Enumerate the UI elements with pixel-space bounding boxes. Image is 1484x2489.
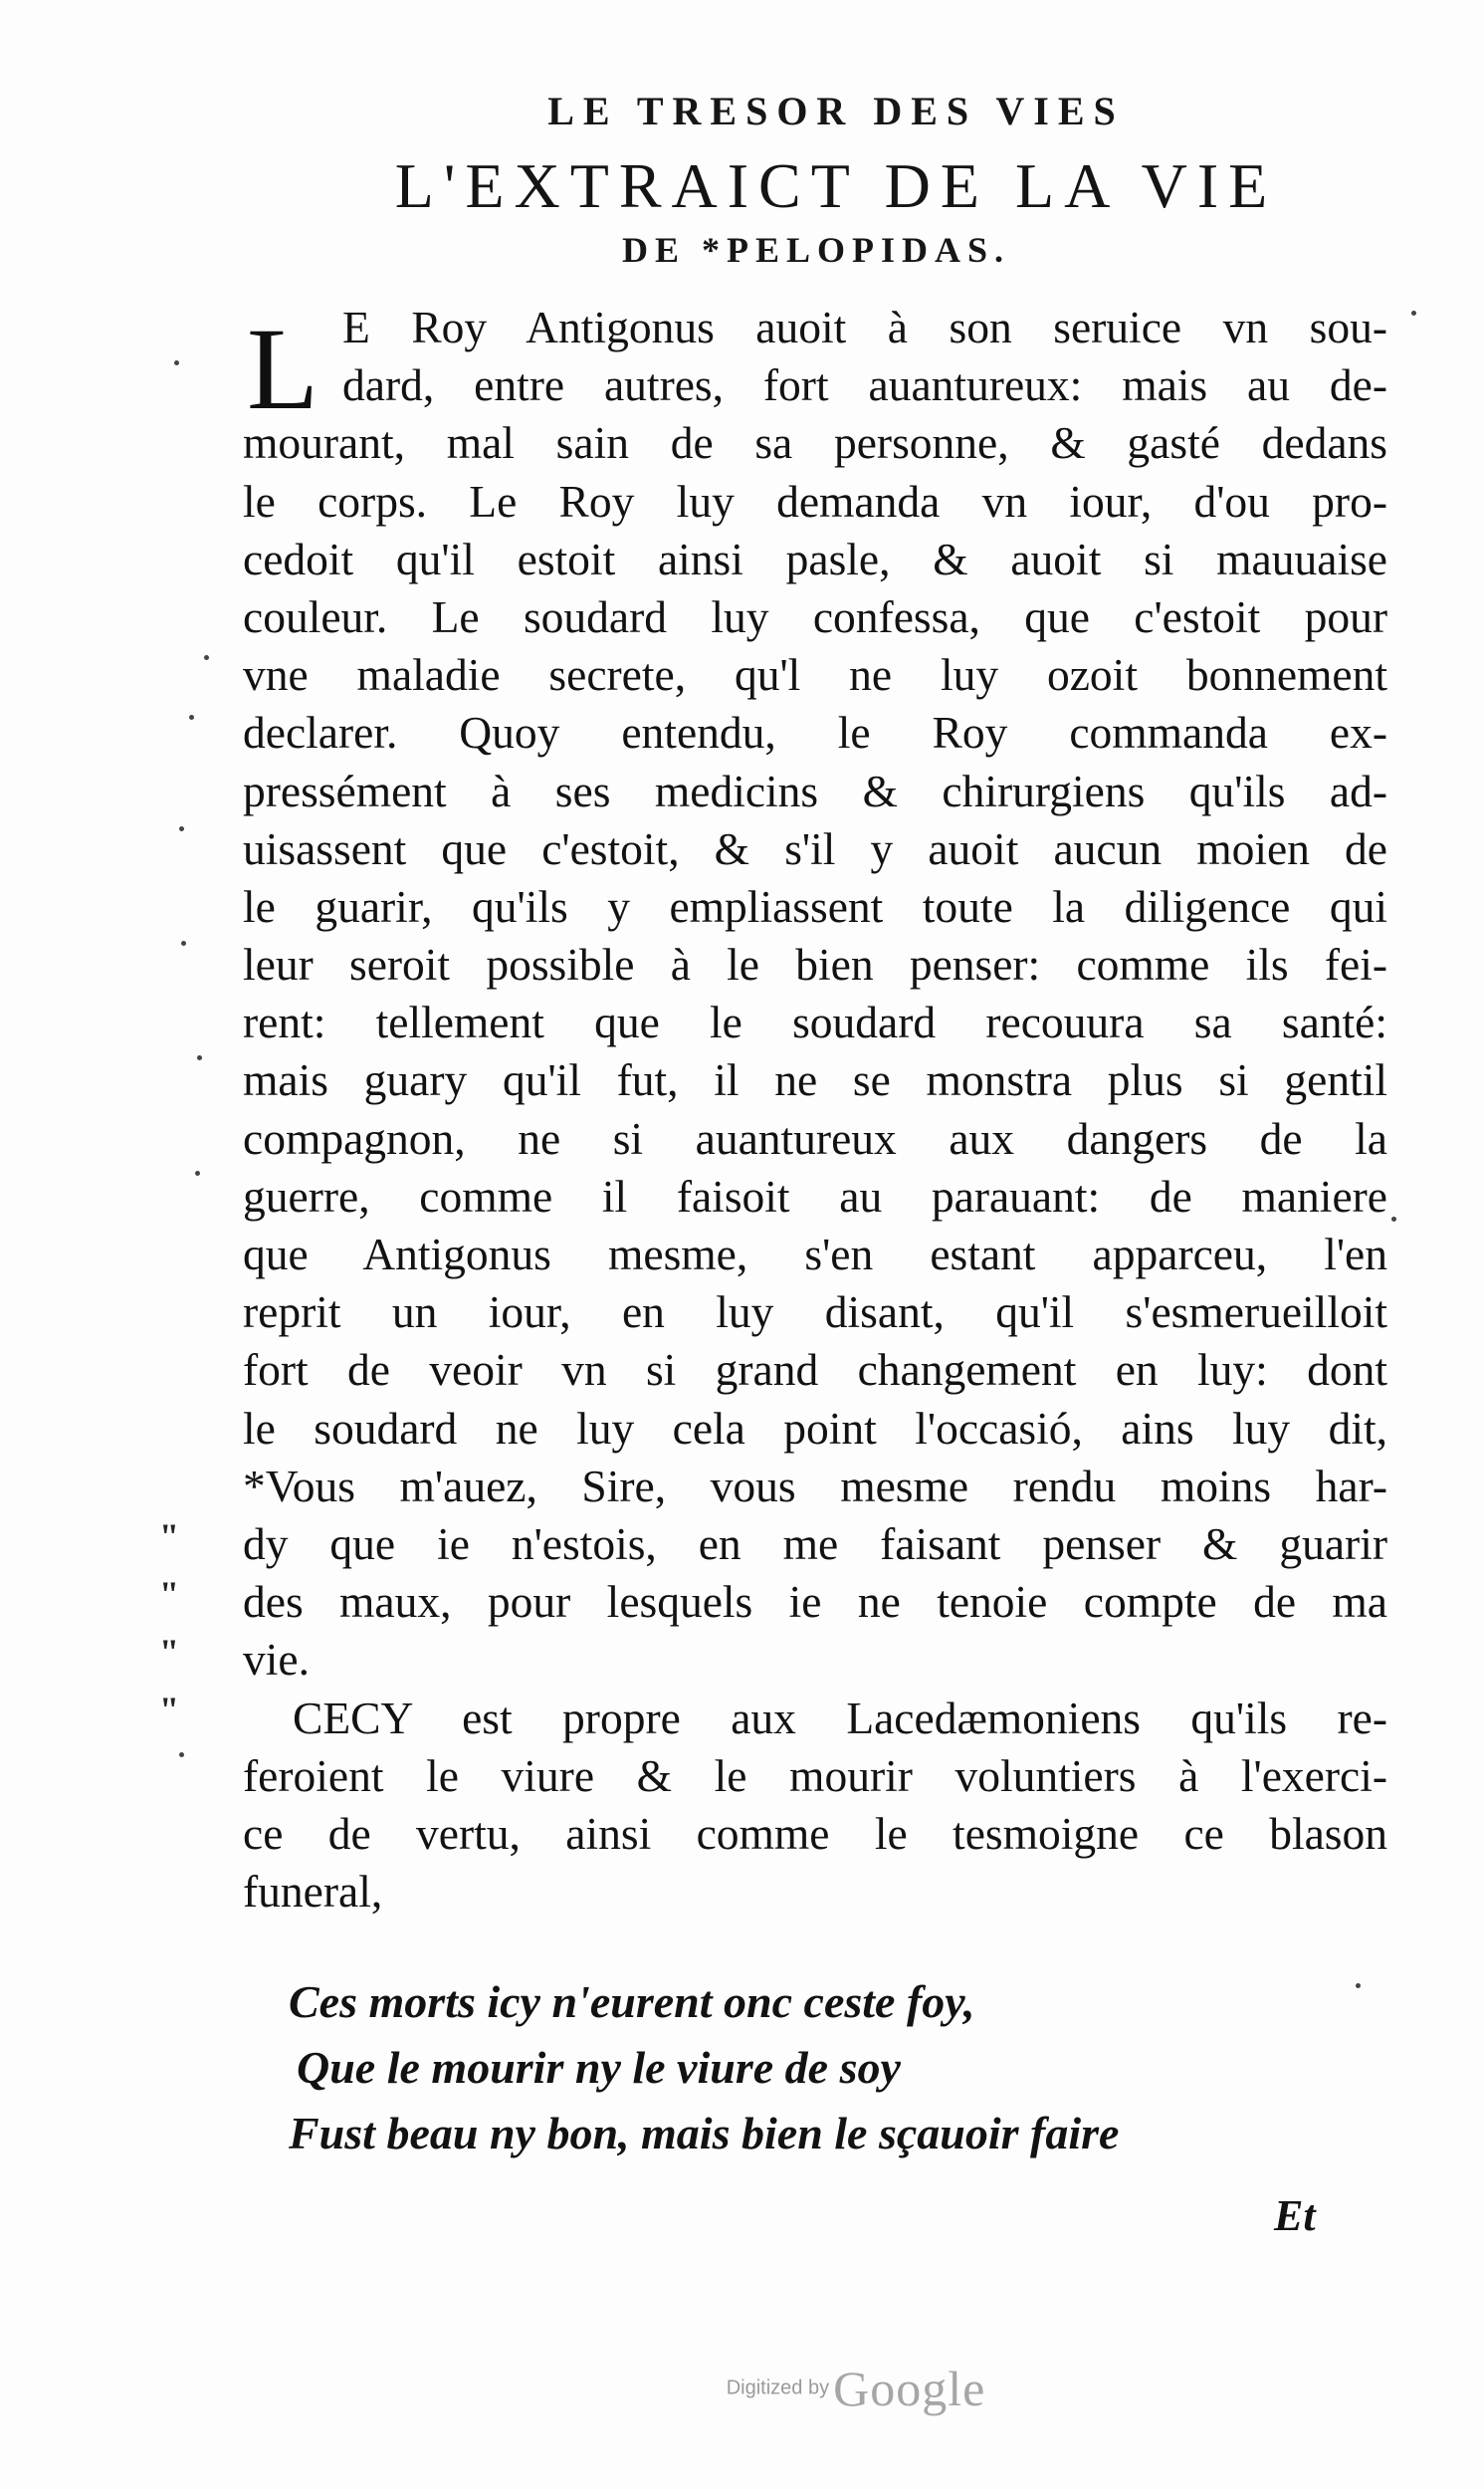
catchword: Et	[1274, 2191, 1316, 2240]
text-line: compagnon, ne si auantureux aux dangers de la	[243, 1112, 1387, 1164]
ink-speck	[1356, 1983, 1361, 1988]
margin-quote-mark: "	[159, 1632, 179, 1672]
text-line: *Vous m'auez, Sire, vous mesme rendu moins har-	[243, 1460, 1387, 1511]
chapter-title: L'EXTRAICT DE LA VIE	[394, 150, 1278, 221]
main-text	[243, 299, 1387, 1921]
text-line: des maux, pour lesquels ie ne tenoie compte de ma	[243, 1576, 1387, 1628]
ink-speck	[195, 1171, 200, 1176]
margin-quote-mark: "	[159, 1690, 179, 1729]
verse-line: Ces morts icy n'eurent onc ceste foy,	[289, 1976, 975, 2027]
text-line: cedoit qu'il estoit ainsi pasle, & auoit si mauuaise	[243, 533, 1387, 584]
running-head: LE TRESOR DES VIES	[547, 89, 1125, 133]
text-line: feroient le viure & le mourir voluntiers à l'exerci-	[243, 1749, 1387, 1801]
text-line: reprit un iour, en luy disant, qu'il s'esmerueilloit	[243, 1286, 1387, 1338]
ink-speck	[189, 715, 194, 720]
text-line: couleur. Le soudard luy confessa, que c'estoit pour	[243, 590, 1387, 642]
text-line: mourant, mal sain de sa personne, & gasté dedans	[243, 417, 1387, 469]
text-line: le soudard ne luy cela point l'occasió, ains luy dit,	[243, 1402, 1387, 1454]
text-line: que Antigonus mesme, s'en estant apparceu, l'en	[243, 1229, 1387, 1279]
text-line: le guarir, qu'ils y empliassent toute la diligence qui	[243, 880, 1387, 932]
text-line: ce de vertu, ainsi comme le tesmoigne ce blason	[243, 1807, 1387, 1859]
ink-speck	[197, 1055, 202, 1060]
text-line: mais guary qu'il fut, il ne se monstra plus si gentil	[243, 1054, 1387, 1106]
text-line: E Roy Antigonus auoit à son seruice vn sou-	[342, 302, 1387, 352]
ink-speck	[179, 1752, 184, 1757]
drop-cap: L	[247, 304, 319, 434]
verse-epitaph	[289, 1969, 1344, 2166]
ink-speck	[174, 360, 179, 365]
ink-speck	[1411, 311, 1416, 316]
text-line: declarer. Quoy entendu, le Roy commanda ex-	[243, 707, 1387, 759]
ink-speck	[204, 655, 209, 660]
text-line: vie.	[243, 1634, 310, 1686]
ink-speck	[181, 941, 186, 946]
text-line: CECY est propre aux Lacedæmoniens qu'ils re-	[293, 1692, 1387, 1743]
margin-quote-mark: "	[159, 1516, 179, 1556]
text-line: dard, entre autres, fort auantureux: mais au de-	[342, 359, 1387, 411]
verse-line: Que le mourir ny le viure de soy	[297, 2042, 901, 2093]
text-line: uisassent que c'estoit, & s'il y auoit aucun moien de	[243, 822, 1387, 874]
verse-line: Fust beau ny bon, mais bien le sçauoir faire	[289, 2108, 1120, 2158]
digitization-footer	[647, 2360, 1065, 2417]
text-line: pressément à ses medicins & chirurgiens qu'ils ad-	[243, 765, 1387, 816]
google-logo: Google	[833, 2361, 986, 2416]
text-line: vne maladie secrete, qu'l ne luy ozoit bonnement	[243, 649, 1387, 701]
ink-speck	[1391, 1217, 1396, 1222]
chapter-subtitle: DE *PELOPIDAS.	[621, 230, 1011, 270]
text-line: le corps. Le Roy luy demanda vn iour, d'ou pro-	[243, 475, 1387, 527]
text-line: fort de veoir vn si grand changement en luy: dont	[243, 1344, 1387, 1396]
text-line: dy que ie n'estois, en me faisant penser & guarir	[243, 1517, 1387, 1569]
text-line: guerre, comme il faisoit au parauant: de maniere	[243, 1170, 1387, 1222]
text-line: rent: tellement que le soudard recouura sa santé:	[243, 997, 1387, 1048]
ink-speck	[179, 826, 184, 831]
digitized-by-label: Digitized by	[726, 2376, 830, 2399]
margin-quote-mark: "	[159, 1574, 179, 1614]
text-line: leur seroit possible à le bien penser: comme ils fei-	[243, 939, 1387, 991]
text-line: funeral,	[243, 1866, 383, 1918]
